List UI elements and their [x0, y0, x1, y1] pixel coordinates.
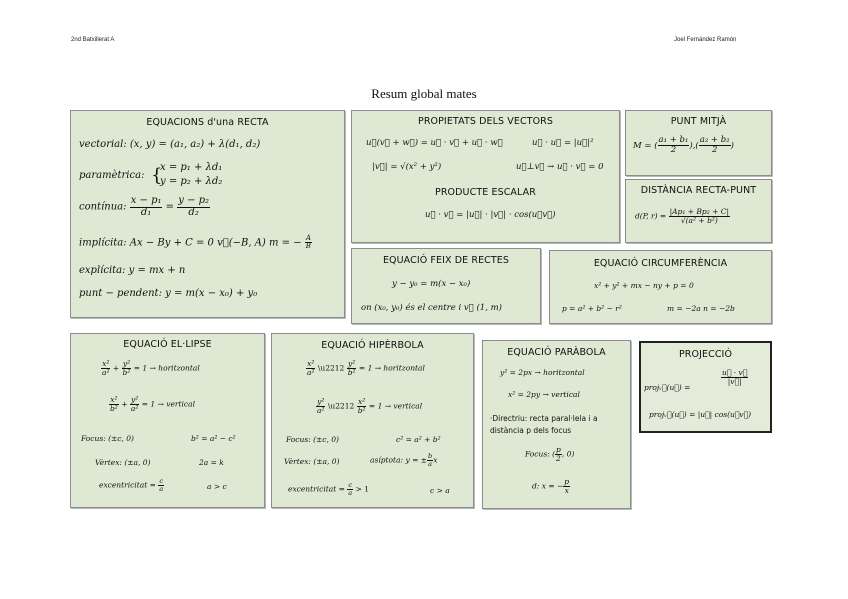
box-line-equations — [70, 110, 345, 318]
eq-pencil-note: on (x₀, y₀) és el centre i v⃗ (1, m) — [361, 303, 502, 313]
eq-implicit: implícita: Ax − By + C = 0 v⃗(−B, A) m = − $\frac{A}{B}$ — [79, 234, 311, 251]
box-title: PROJECCIÓ — [678, 349, 733, 360]
eq-projection-label: projᵥ⃗(u⃗) = — [644, 383, 691, 392]
eq-ellipse-horizontal: $\frac{\text{x²}}{\text{a²}}$ + $\frac{\text{y²}}{\text{b²}}$ = 1 → horitzontal — [102, 359, 200, 377]
eq-midpoint: M = ( $\frac{\text{a₁ + b₁}}{2}$ ),( $\frac{\text{a₂ + b₂}}{2}$ ) — [633, 135, 734, 155]
eq-ellipse-axis: 2a = k — [199, 458, 224, 467]
box-title: EQUACIÓ CIRCUMFERÈNCIA — [593, 258, 728, 269]
prop-modulus: |v⃗| = √(x² + y²) — [372, 162, 442, 172]
header-author: Joel Fernández Ramón — [674, 37, 737, 43]
eq-parabola-directrix: d: x = − $\frac{p}{x}$ — [532, 477, 570, 495]
eq-hyperbola-asymptote: asíptota: y = ± $\frac{b}{a}$ x — [370, 452, 438, 468]
box-title: EQUACIONS d'una RECTA — [146, 117, 269, 128]
eq-circle-p: p = a² + b² − r² — [562, 304, 622, 313]
prop-norm-square: u⃗ · u⃗ = |u⃗|² — [532, 138, 594, 148]
box-title: EQUACIÓ PARÀBOLA — [507, 347, 606, 358]
eq-distance: d(P, r) = $\frac{\text{|Ap₁ + Bp₂ + C|}}{\text{√(a² + b²)}}$ — [635, 207, 730, 225]
eq-ellipse-relation: b² = a² − c² — [191, 434, 236, 443]
eq-pencil: y − y₀ = m(x − x₀) — [392, 279, 471, 289]
eq-hyperbola-condition: c > a — [430, 486, 450, 495]
parabola-directrix-note: ·Directriu: recta paral·lela i a distància p dels focus — [490, 414, 598, 435]
eq-hyperbola-eccentricity: excentricitat = $\frac{c}{a}$ > 1 — [288, 481, 370, 497]
eq-projection-fraction: $\frac{u⃗ \cdot v⃗}{|v⃗|}$ — [722, 368, 748, 386]
eq-hyperbola-relation: c² = a² + b² — [396, 435, 441, 444]
box-projection — [639, 341, 772, 433]
subtitle-dot-product: PRODUCTE ESCALAR — [435, 187, 536, 198]
box-midpoint — [625, 110, 772, 176]
eq-hyperbola-vertical: $\frac{\text{y²}}{\text{a²}}$ \u2212 $\frac{\text{x²}}{\text{b²}}$ = 1 → vertical — [317, 397, 423, 415]
eq-ellipse-vertex: Vèrtex: (±a, 0) — [95, 458, 151, 467]
eq-hyperbola-vertex: Vèrtex: (±a, 0) — [284, 457, 340, 466]
eq-parabola-focus: Focus: ( $\frac{p}{2}$ , 0) — [525, 445, 575, 463]
box-title: EQUACIÓ FEIX DE RECTES — [382, 255, 510, 266]
prop-dot-product: u⃗ · v⃗ = |u⃗| · |v⃗| · cos(u⃗v⃗) — [425, 210, 556, 220]
eq-ellipse-eccentricity: excentricitat = $\frac{c}{a}$ — [99, 477, 164, 493]
box-pencil-of-lines — [351, 248, 541, 324]
prop-perpendicular: u⃗⊥v⃗ → u⃗ · v⃗ = 0 — [516, 162, 604, 172]
eq-parametric-1: x = p₁ + λd₁ — [160, 162, 223, 173]
box-ellipse — [70, 333, 265, 508]
eq-hyperbola-horizontal: $\frac{\text{x²}}{\text{a²}}$ \u2212 $\frac{\text{y²}}{\text{b²}}$ = 1 → horitzontal — [307, 359, 425, 377]
eq-vectorial: vectorial: (x, y) = (a₁, a₂) + λ(d₁, d₂) — [79, 139, 261, 150]
eq-circle: x² + y² + mx − ny + p = 0 — [594, 281, 694, 290]
eq-ellipse-focus: Focus: (±c, 0) — [81, 434, 134, 443]
eq-parabola-horizontal: y² = 2px → horitzontal — [500, 368, 585, 377]
eq-ellipse-vertical: $\frac{\text{x²}}{\text{b²}}$ + $\frac{\text{y²}}{\text{a²}}$ = 1 → vertical — [110, 395, 195, 413]
box-title: EQUACIÓ EL·LIPSE — [123, 339, 212, 350]
eq-parametric-label: paramètrica: — [79, 170, 145, 181]
eq-hyperbola-focus: Focus: (±c, 0) — [286, 435, 339, 444]
box-title: PUNT MITJÀ — [670, 116, 727, 127]
box-parabola — [482, 340, 631, 509]
box-title: DISTÀNCIA RECTA-PUNT — [640, 185, 757, 196]
eq-parametric-2: y = p₂ + λd₂ — [160, 176, 223, 187]
eq-explicit: explícita: y = mx + n — [79, 265, 186, 276]
page-title: Resum global mates — [371, 86, 477, 101]
box-distance — [625, 179, 772, 243]
eq-continuous: contínua: $\frac{\text{x − p₁}}{\text{d₁}}$ = $\frac{\text{y − p₂}}{\text{d₂}}$ — [79, 195, 210, 218]
eq-point-slope: punt − pendent: y = m(x − x₀) + y₀ — [79, 288, 258, 299]
prop-distributive: u⃗(v⃗ + w⃗) = u⃗ · v⃗ + u⃗ · w⃗ — [366, 138, 503, 148]
eq-parabola-vertical: x² = 2py → vertical — [508, 390, 580, 399]
eq-ellipse-condition: a > c — [207, 482, 227, 491]
box-hyperbola — [271, 333, 474, 508]
eq-projection-cos: projᵥ⃗(u⃗) = |u⃗| cos(u⃗v⃗) — [649, 410, 752, 419]
brace-icon: { — [151, 165, 163, 186]
eq-circle-mn: m = −2a n = −2b — [667, 304, 735, 313]
header-course: 2nd Batxillerat A — [71, 37, 115, 43]
box-title: EQUACIÓ HIPÈRBOLA — [321, 340, 424, 351]
box-circle — [549, 250, 772, 324]
box-vector-properties — [351, 110, 620, 243]
box-title: PROPIETATS DELS VECTORS — [417, 116, 554, 127]
